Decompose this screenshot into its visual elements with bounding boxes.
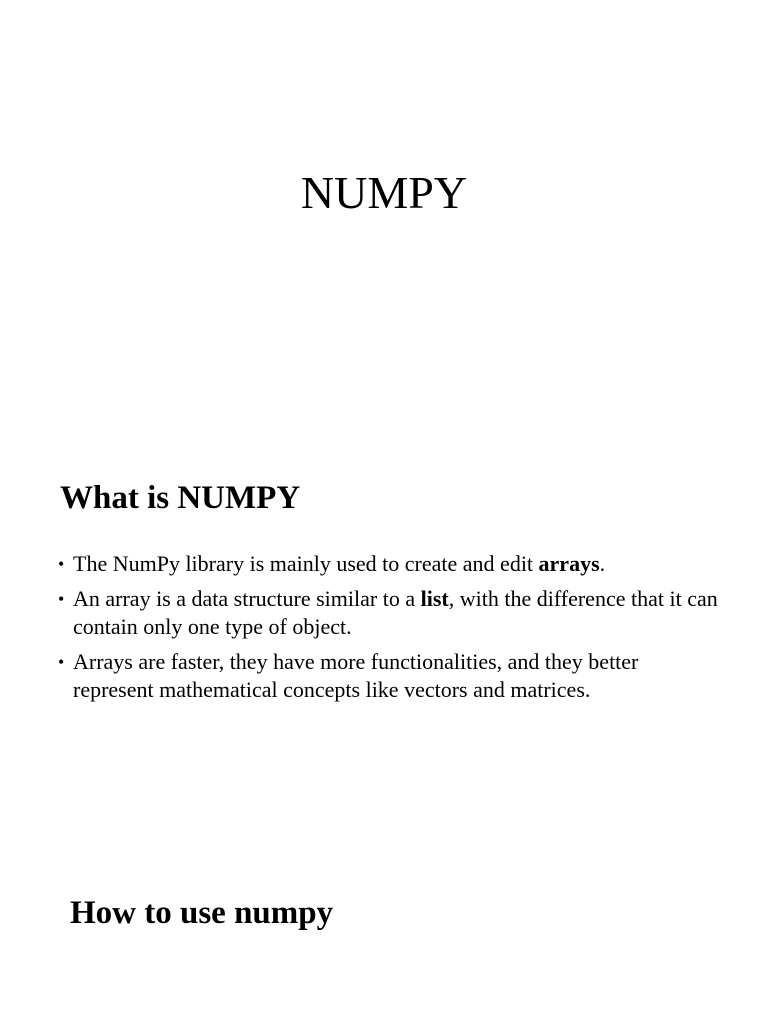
bullet-text: , with the difference that it can contain only one type of object. [73,586,718,639]
bullet-icon: • [58,652,65,672]
list-item [58,585,718,641]
bullet-text: An array is a data structure similar to a [73,586,421,611]
bullet-bold-term: list [420,586,449,611]
bullet-bold-term: arrays [538,551,600,576]
list-item [58,648,718,704]
page-title: NUMPY [300,167,468,218]
bullet-text: . [599,551,606,576]
bullet-list [58,550,718,711]
section-heading-how-to-use-numpy: How to use numpy [70,895,334,931]
section-heading-what-is-numpy: What is NUMPY [60,480,301,516]
bullet-text: Arrays are faster, they have more functionalities, and they better represent mathematical concepts like vectors and matrices. [73,649,639,702]
bullet-icon: • [58,589,65,609]
list-item [58,550,718,578]
bullet-icon: • [58,554,65,574]
bullet-text: The NumPy library is mainly used to create and edit [73,551,539,576]
